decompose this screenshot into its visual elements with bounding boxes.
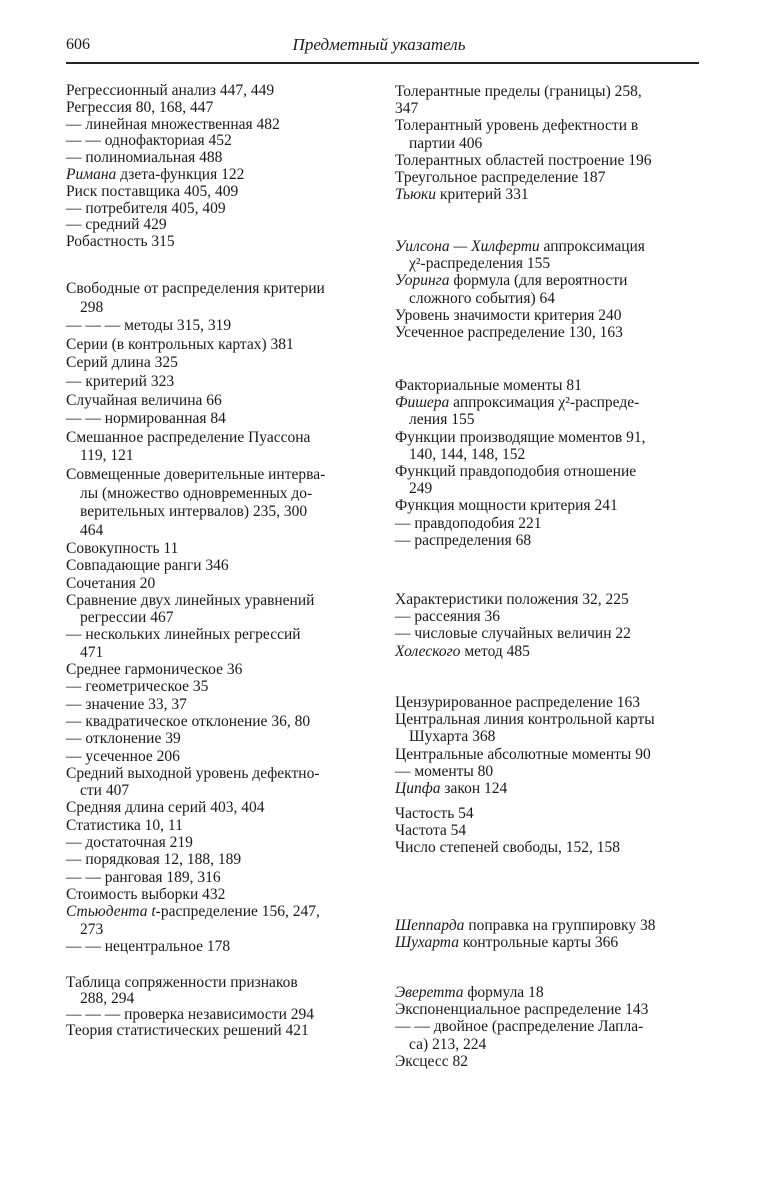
index-entry-text: Экспоненциальное распределение 143 (395, 1001, 649, 1019)
index-entry-text: контрольные карты 366 (458, 934, 619, 952)
index-entry-text: — — однофакториая 452 (66, 132, 232, 150)
index-entry-line (66, 817, 372, 834)
index-entry-continuation (395, 1036, 701, 1053)
index-entry-line (66, 799, 372, 816)
index-entry (395, 711, 701, 745)
index-entry-text: Центральная линия контрольной карты (395, 711, 655, 729)
index-entry-text: — — — проверка независимости 294 (66, 1006, 314, 1023)
index-entry (395, 1053, 701, 1070)
index-entry (395, 324, 701, 341)
index-entry-text: Средняя длина серий 403, 404 (66, 799, 265, 817)
index-entry-name: Эверетта (395, 984, 464, 1001)
index-entry-line (66, 1023, 372, 1039)
index-letter-group (66, 975, 372, 1039)
index-entry-continuation (395, 135, 701, 152)
index-entry-text: Цензурированное распределение 163 (395, 694, 640, 711)
index-entry-text: — правдоподобия 221 (395, 514, 542, 532)
index-entry (66, 1023, 372, 1039)
index-entry (66, 1007, 372, 1023)
index-entry-line (66, 133, 372, 150)
index-entry-line (66, 592, 372, 609)
index-entry (66, 557, 372, 574)
index-entry-text: формула (для вероятности (449, 272, 628, 290)
index-entry-line (66, 851, 372, 868)
index-entry-text: Уровень значимости критерия 240 (395, 306, 622, 324)
index-entry-continuation (66, 921, 372, 938)
index-entry-line (395, 917, 701, 934)
index-entry-line (395, 1053, 701, 1070)
index-entry-continuation (395, 446, 701, 463)
index-entry-text: — — ранговая 189, 316 (66, 868, 221, 886)
index-entry-text: Толерантный уровень дефектности в (395, 117, 639, 135)
index-entry (66, 903, 372, 938)
index-letter-group (395, 984, 701, 1070)
index-entry-line (395, 1001, 701, 1018)
index-entry-line (66, 373, 372, 392)
index-entry-text: 249 (409, 480, 433, 498)
index-entry (395, 694, 701, 711)
index-entry-line (66, 678, 372, 695)
index-entry (395, 643, 701, 660)
index-entry-line (395, 100, 701, 117)
index-entry (66, 817, 372, 834)
index-entry-text: — распределения 68 (395, 531, 532, 549)
index-entry-text: — — нецентральное 178 (66, 937, 231, 955)
index-entry-line (66, 100, 372, 117)
index-entry-line (66, 834, 372, 851)
index-entry-text: партии 406 (409, 134, 483, 152)
index-entry-line (395, 1018, 701, 1035)
index-entry-text: критерий 331 (436, 186, 529, 204)
index-entry-continuation (66, 644, 372, 661)
index-entry-text: формула 18 (463, 984, 544, 1001)
index-entry (66, 217, 372, 234)
index-entry-text: — моменты 80 (395, 762, 494, 780)
index-entry-text: лы (множество одновременных до- (80, 484, 313, 502)
index-entry (395, 1018, 701, 1052)
index-entry-line (395, 805, 701, 822)
index-entry-line (66, 184, 372, 201)
index-entry-text: — числовые случайных величин 22 (395, 625, 631, 643)
index-entry (66, 201, 372, 218)
index-entry-line (395, 591, 701, 608)
index-entry (395, 625, 701, 642)
index-entry (66, 167, 372, 184)
index-entry (66, 392, 372, 411)
index-entry-text: Частость 54 (395, 805, 474, 822)
index-entry-text: 298 (80, 298, 104, 316)
index-entry (66, 869, 372, 886)
index-entry-text: поправка на группировку 38 (464, 917, 656, 934)
index-entry (66, 336, 372, 355)
index-entry-line (395, 694, 701, 711)
index-entry (395, 591, 701, 608)
page-number: 606 (66, 36, 90, 53)
index-entry-text: — геометрическое 35 (66, 678, 209, 696)
index-entry (66, 410, 372, 429)
index-entry-line (395, 83, 701, 100)
index-entry-line (66, 466, 372, 485)
index-entry-continuation (66, 485, 372, 504)
index-entry (395, 532, 701, 549)
index-letter-group (395, 591, 701, 660)
index-entry-line (66, 150, 372, 167)
index-entry-text: — средний 429 (66, 216, 167, 234)
index-entry-text: аппроксимация (539, 238, 645, 255)
index-entry (395, 839, 701, 856)
index-entry-text: сти 407 (80, 782, 130, 800)
index-entry-line (66, 217, 372, 234)
index-entry-text: Смешанное распределение Пуассона (66, 428, 311, 446)
index-entry-text: Шухарта 368 (409, 728, 496, 746)
index-entry (395, 917, 701, 934)
index-entry-continuation (395, 255, 701, 272)
index-entry-text: — критерий 323 (66, 372, 175, 390)
index-entry-line (395, 307, 701, 324)
index-entry-line (66, 626, 372, 643)
index-entry-continuation (66, 503, 372, 522)
index-entry-text: 288, 294 (80, 990, 135, 1007)
index-entry-text: Средний выходной уровень дефектно- (66, 764, 320, 782)
index-entry-text: Свободные от распределения критерии (66, 280, 325, 297)
index-entry (395, 169, 701, 186)
index-entry (66, 975, 372, 1007)
index-entry (395, 307, 701, 324)
index-entry-line (66, 354, 372, 373)
index-entry (66, 626, 372, 661)
index-entry-line (66, 83, 372, 100)
index-entry-text: Треугольное распределение 187 (395, 169, 606, 187)
index-entry-text: Факториальные моменты 81 (395, 377, 582, 394)
index-entry-line (66, 317, 372, 336)
index-entry-text: Эксцесс 82 (395, 1052, 468, 1070)
index-entry-line (66, 730, 372, 747)
index-entry-text: Статистика 10, 11 (66, 816, 183, 834)
index-entry-line (395, 608, 701, 625)
index-entry-name: Фишера (395, 394, 450, 412)
index-entry-line (395, 394, 701, 411)
index-entry-name: Стьюдента t (66, 903, 156, 921)
index-entry (66, 661, 372, 678)
index-entry-line (66, 886, 372, 903)
index-entry (395, 377, 701, 394)
index-entry-line (395, 463, 701, 480)
index-entry (66, 886, 372, 903)
index-entry-text: — полиномиальная 488 (66, 149, 223, 167)
index-letter-group (395, 238, 701, 341)
index-entry-text: — порядковая 12, 188, 189 (66, 851, 242, 869)
index-entry-line (66, 765, 372, 782)
index-entry (66, 354, 372, 373)
index-entry-line (66, 557, 372, 574)
index-entry-text: Стоимость выборки 432 (66, 885, 226, 903)
index-entry (395, 822, 701, 839)
index-entry-line (66, 280, 372, 299)
index-entry-name: Уоринга (395, 272, 450, 290)
index-entry-text: Серии (в контрольных картах) 381 (66, 335, 294, 353)
index-entry-text: 347 (395, 100, 419, 118)
index-entry-line (395, 934, 701, 951)
index-entry-text: регрессии 467 (80, 609, 174, 627)
index-entry-text: закон 124 (440, 780, 508, 798)
index-entry-line (66, 234, 372, 251)
index-entry-name: Уилсона — Хилферти (395, 238, 540, 255)
index-entry (66, 429, 372, 466)
index-entry (66, 696, 372, 713)
index-letter-group (395, 83, 701, 203)
index-entry (395, 463, 701, 497)
index-entry-text: Сравнение двух линейных уравнений (66, 591, 315, 609)
index-entry-line (66, 540, 372, 557)
index-entry-continuation (395, 411, 701, 428)
index-entry-line (395, 515, 701, 532)
index-entry (395, 394, 701, 428)
index-entry-name: Тьюки (395, 186, 437, 204)
index-entry-line (66, 938, 372, 955)
index-entry-text: 471 (80, 643, 104, 661)
index-entry (395, 608, 701, 625)
index-letter-group (66, 280, 372, 540)
index-letter-group (395, 805, 701, 857)
index-entry-text: аппроксимация χ²-распреде- (449, 394, 640, 412)
index-entry-text: — нескольких линейных регрессий (66, 626, 301, 644)
index-letter-group (395, 377, 701, 549)
index-entry-name: Шеппарда (395, 917, 465, 934)
index-entry-line (66, 410, 372, 429)
index-entry-line (395, 822, 701, 839)
index-entry-text: Робастность 315 (66, 233, 175, 251)
index-entry (395, 497, 701, 514)
index-entry-text: са) 213, 224 (409, 1035, 487, 1053)
index-entry-name: Холеского (395, 642, 461, 660)
index-entry (66, 938, 372, 955)
index-entry-line (66, 869, 372, 886)
index-entry (395, 429, 701, 463)
index-entry-line (395, 272, 701, 289)
index-entry (395, 780, 701, 797)
index-entry-line (66, 748, 372, 765)
index-entry-line (66, 117, 372, 134)
index-entry-text: — квадратическое отклонение 36, 80 (66, 712, 311, 730)
header-rule (66, 62, 699, 64)
index-entry (66, 765, 372, 800)
index-entry-continuation (395, 480, 701, 497)
index-entry-line (395, 763, 701, 780)
index-entry-line (395, 746, 701, 763)
index-entry-text: Функций правдоподобия отношение (395, 463, 637, 481)
index-entry-line (395, 169, 701, 186)
index-entry-name: Римана (66, 165, 117, 183)
index-entry-text: 464 (80, 521, 104, 539)
index-entry (395, 272, 701, 306)
index-entry (395, 117, 701, 151)
index-entry-text: χ²-распределения 155 (409, 255, 551, 273)
index-entry-text: — линейная множественная 482 (66, 115, 280, 133)
index-entry-text: верительных интервалов) 235, 300 (80, 503, 308, 521)
index-entry-text: метод 485 (460, 642, 530, 660)
index-entry-continuation (66, 782, 372, 799)
index-entry-line (395, 377, 701, 394)
index-entry (66, 592, 372, 627)
index-entry-text: — отклонение 39 (66, 730, 181, 748)
index-entry-text: Характеристики положения 32, 225 (395, 591, 629, 608)
index-letter-group (66, 540, 372, 955)
index-entry-continuation (66, 447, 372, 466)
index-entry-text: Случайная величина 66 (66, 391, 222, 409)
index-entry (395, 515, 701, 532)
index-entry (395, 100, 701, 117)
index-entry-line (395, 429, 701, 446)
index-entry-text: ления 155 (409, 411, 475, 429)
index-entry-continuation (66, 522, 372, 541)
index-entry (395, 763, 701, 780)
index-entry-text: Частота 54 (395, 822, 467, 840)
index-entry (66, 851, 372, 868)
index-entry-text: — усеченное 206 (66, 747, 180, 765)
index-entry-line (395, 532, 701, 549)
index-entry-text: Серий длина 325 (66, 354, 178, 372)
index-entry (395, 746, 701, 763)
index-entry-text: Центральные абсолютные моменты 90 (395, 745, 651, 763)
index-entry (66, 575, 372, 592)
index-entry-continuation (66, 609, 372, 626)
index-entry-text: Совпадающие ранги 346 (66, 557, 229, 575)
index-entry-line (66, 696, 372, 713)
index-entry (66, 748, 372, 765)
index-entry (66, 117, 372, 134)
index-entry-line (395, 984, 701, 1001)
index-entry-text: дзета-функция 122 (116, 165, 245, 183)
index-entry-line (395, 324, 701, 341)
index-entry (395, 238, 701, 272)
index-entry-line (66, 903, 372, 920)
index-entry-text: — рассеяния 36 (395, 608, 501, 626)
index-entry-text: — — нормированная 84 (66, 410, 226, 428)
index-entry-line (66, 167, 372, 184)
index-entry-line (66, 575, 372, 592)
index-entry-text: Регрессия 80, 168, 447 (66, 98, 214, 116)
index-entry-line (395, 238, 701, 255)
index-entry-continuation (66, 299, 372, 318)
index-entry (66, 834, 372, 851)
index-entry-text: Число степеней свободы, 152, 158 (395, 839, 620, 857)
index-entry (66, 678, 372, 695)
index-entry (66, 280, 372, 317)
index-entry (395, 934, 701, 951)
index-entry-line (66, 1007, 372, 1023)
index-entry-text: Совокупность 11 (66, 540, 179, 557)
index-entry-continuation (395, 290, 701, 307)
index-entry-text: Таблица сопряженности признаков (66, 974, 298, 991)
index-entry (395, 805, 701, 822)
index-entry (66, 713, 372, 730)
index-letter-group (395, 694, 701, 797)
index-entry-line (395, 643, 701, 660)
index-entry-line (66, 429, 372, 448)
index-entry (66, 234, 372, 251)
index-entry-text: — значение 33, 37 (66, 695, 187, 713)
index-entry-name: Ципфа (395, 780, 441, 798)
index-entry-line (395, 152, 701, 169)
index-entry (66, 184, 372, 201)
index-entry-text: 119, 121 (80, 447, 134, 465)
index-entry-text: Функция мощности критерия 241 (395, 497, 618, 515)
index-entry-text: Усеченное распределение 130, 163 (395, 324, 623, 342)
index-entry-text: Регрессионный анализ 447, 449 (66, 82, 275, 99)
index-entry-text: сложного события) 64 (409, 289, 555, 307)
index-entry (395, 984, 701, 1001)
index-entry (66, 466, 372, 540)
index-entry-line (66, 392, 372, 411)
index-entry-line (66, 336, 372, 355)
index-entry (395, 1001, 701, 1018)
index-entry-line (395, 780, 701, 797)
index-entry (66, 150, 372, 167)
index-entry (395, 152, 701, 169)
index-entry-line (66, 975, 372, 991)
index-entry (395, 83, 701, 100)
index-entry (66, 133, 372, 150)
index-entry-text: Совмещенные доверительные интерва- (66, 465, 326, 483)
index-entry-text: — достаточная 219 (66, 834, 193, 852)
index-entry (66, 100, 372, 117)
index-entry (66, 540, 372, 557)
index-entry-line (395, 711, 701, 728)
index-entry-line (66, 713, 372, 730)
index-entry-text: Среднее гармоническое 36 (66, 661, 243, 679)
index-entry-continuation (395, 728, 701, 745)
index-entry (66, 730, 372, 747)
index-entry-name: Шухарта (395, 934, 459, 952)
index-entry-line (395, 625, 701, 642)
index-entry-line (66, 661, 372, 678)
index-entry-text: 140, 144, 148, 152 (409, 445, 526, 463)
index-entry-text: Толерантные пределы (границы) 258, (395, 83, 642, 100)
index-entry-text: — — — методы 315, 319 (66, 317, 232, 335)
index-entry-line (66, 201, 372, 218)
index-entry-text: Риск поставщика 405, 409 (66, 182, 239, 200)
index-entry-line (395, 186, 701, 203)
index-entry (395, 186, 701, 203)
index-entry-text: Функции производящие моментов 91, (395, 428, 646, 446)
index-entry-text: — — двойное (распределение Лапла- (395, 1018, 644, 1036)
index-entry-text: — потребителя 405, 409 (66, 199, 226, 217)
index-entry-continuation (66, 991, 372, 1007)
index-entry (66, 799, 372, 816)
index-letter-group (395, 917, 701, 951)
index-entry-text: 273 (80, 920, 104, 938)
index-entry-line (395, 839, 701, 856)
index-entry-text: -распределение 156, 247, (155, 903, 320, 921)
index-letter-group (66, 83, 372, 251)
running-title: Предметный указатель (292, 35, 466, 54)
index-entry (66, 373, 372, 392)
index-entry-line (395, 117, 701, 134)
index-entry-text: Теория статистических решений 421 (66, 1022, 309, 1039)
index-entry-line (395, 497, 701, 514)
index-entry (66, 317, 372, 336)
index-entry (66, 83, 372, 100)
index-entry-text: Сочетания 20 (66, 574, 156, 592)
index-entry-text: Толерантных областей построение 196 (395, 151, 652, 169)
